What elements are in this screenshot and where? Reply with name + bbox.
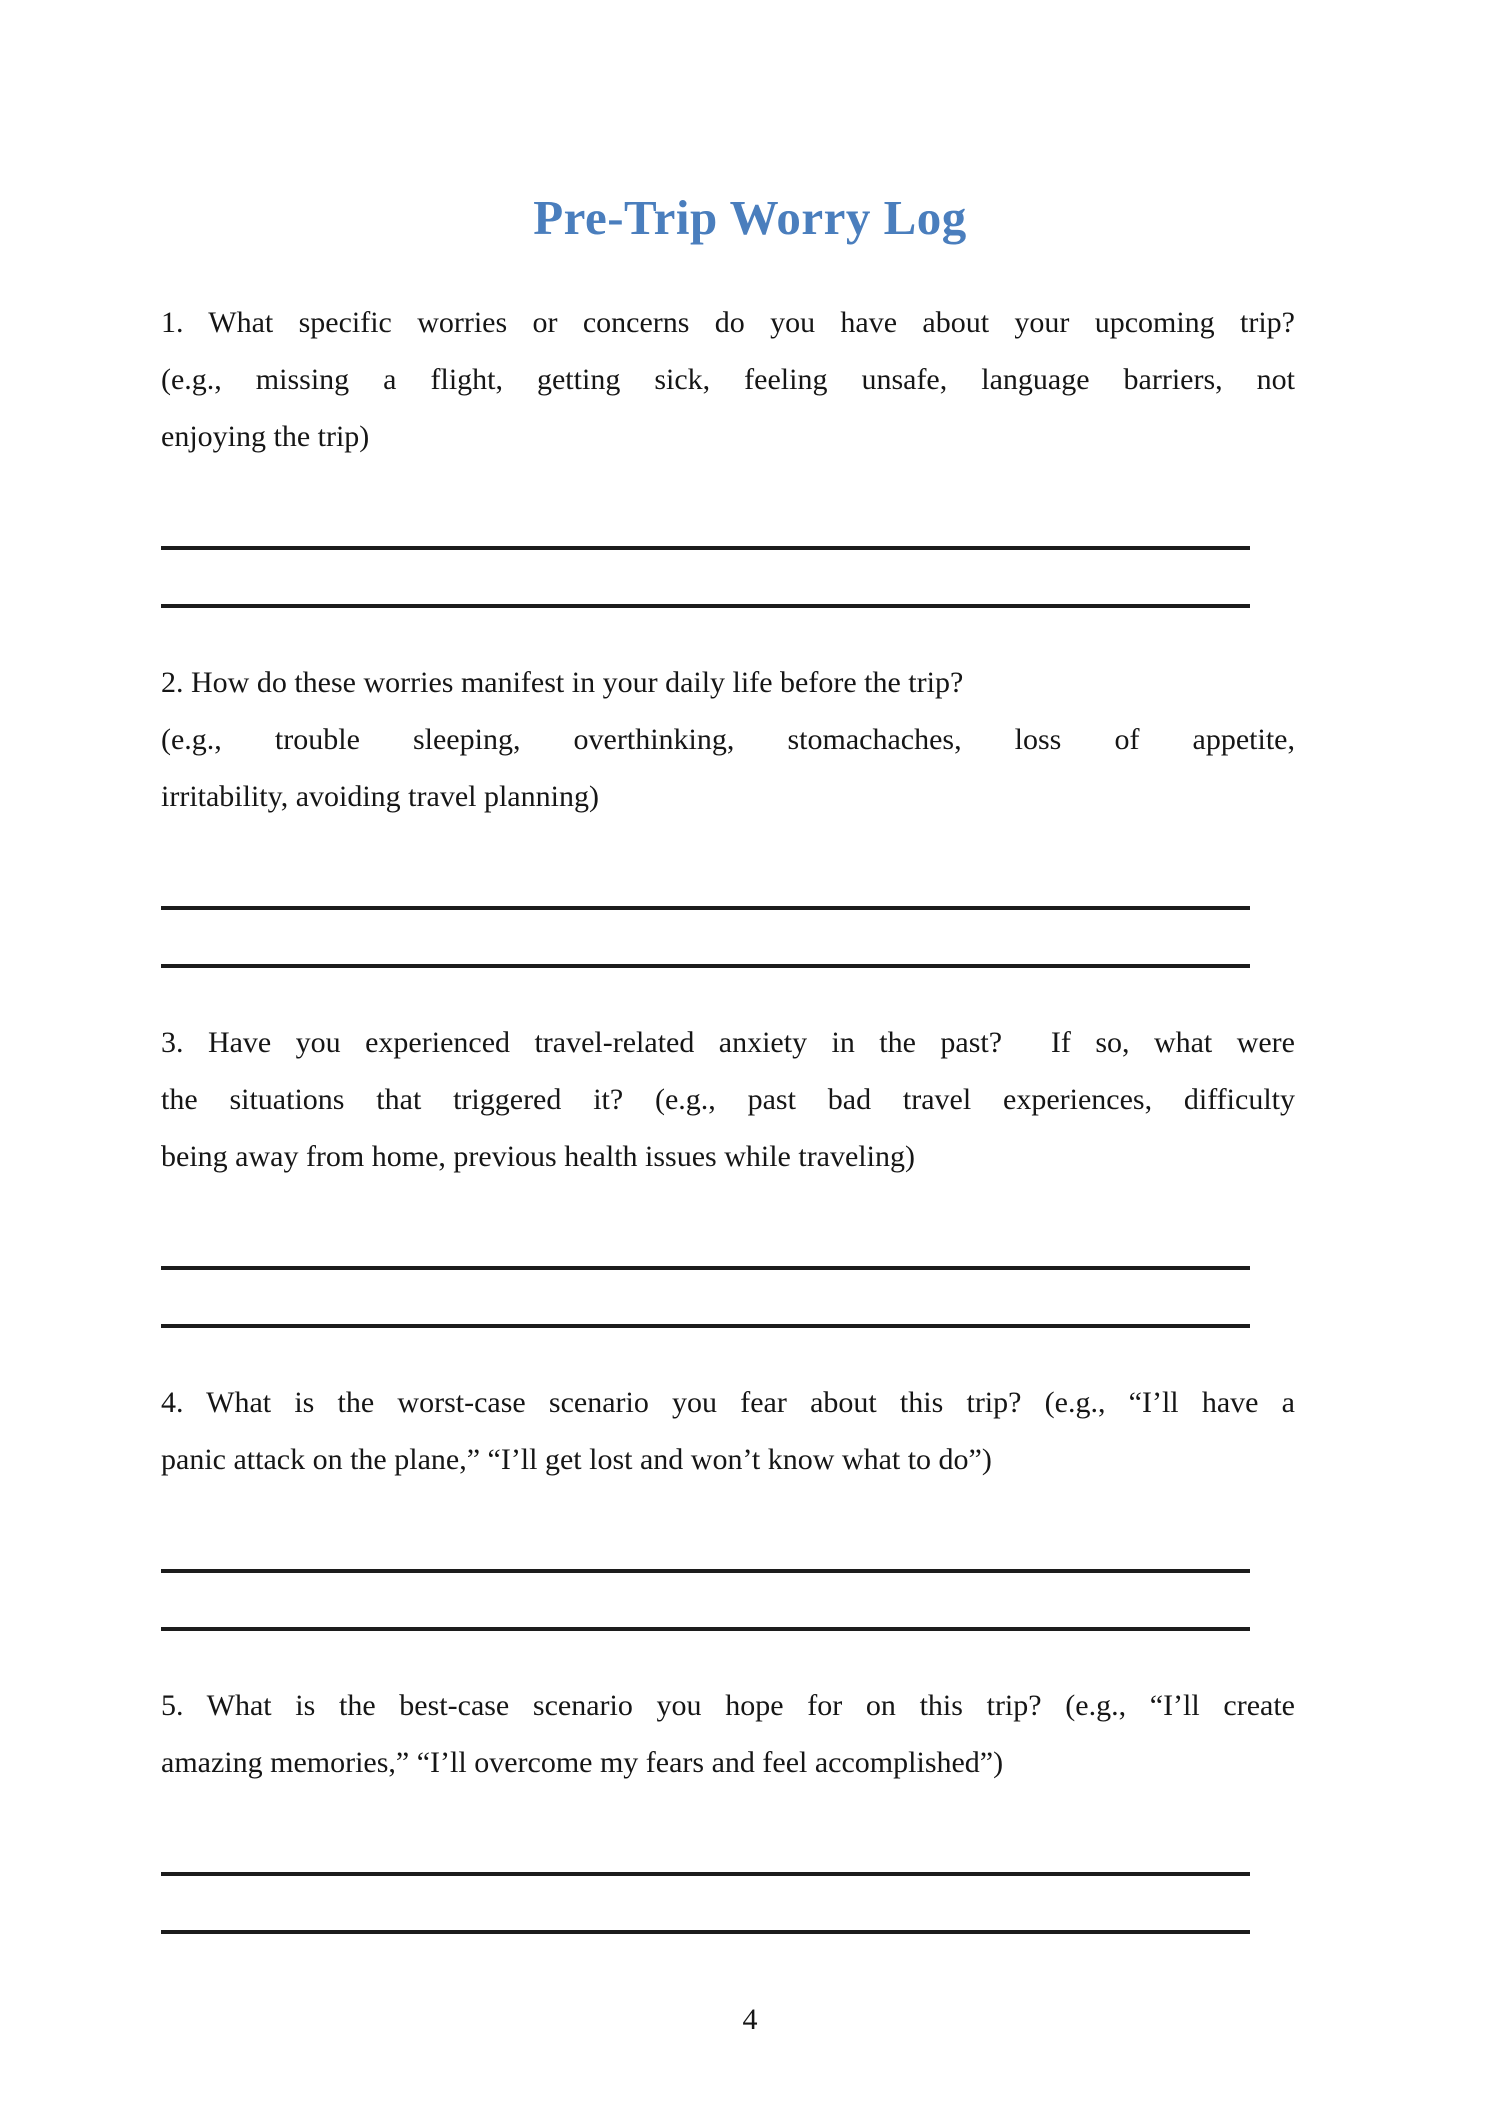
- questions-container: [161, 294, 1295, 1934]
- question-text-line: (e.g., missing a flight, getting sick, feeling unsafe, language barriers, not: [161, 363, 1295, 396]
- answer-blank-line: [161, 604, 1250, 608]
- question-text-line: enjoying the trip): [161, 420, 370, 453]
- question-text-line: 1. What specific worries or concerns do you have about your upcoming trip?: [161, 306, 1295, 339]
- question-text-line: 3. Have you experienced travel-related anxiety in the past? If so, what were: [161, 1026, 1295, 1059]
- question-block-4: [161, 1374, 1295, 1488]
- question-text-line: (e.g., trouble sleeping, overthinking, stomachaches, loss of appetite,: [161, 723, 1295, 756]
- answer-blank-line: [161, 964, 1250, 968]
- question-text-line: irritability, avoiding travel planning): [161, 780, 599, 813]
- page-title: Pre-Trip Worry Log: [533, 190, 967, 245]
- question-block-3: [161, 1014, 1295, 1185]
- question-text-line: 4. What is the worst-case scenario you fear about this trip? (e.g., “I’ll have a: [161, 1386, 1295, 1419]
- question-block-5: [161, 1677, 1295, 1791]
- question-text-line: amazing memories,” “I’ll overcome my fears and feel accomplished”): [161, 1746, 1004, 1779]
- question-text-line: panic attack on the plane,” “I’ll get lost and won’t know what to do”): [161, 1443, 992, 1476]
- answer-blank-line: [161, 1569, 1250, 1573]
- answer-blank-line: [161, 1627, 1250, 1631]
- question-block-1: [161, 294, 1295, 465]
- answer-blank-line: [161, 906, 1250, 910]
- answer-blank-line: [161, 1872, 1250, 1876]
- question-text-line: being away from home, previous health issues while traveling): [161, 1140, 915, 1173]
- question-text-line: 2. How do these worries manifest in your daily life before the trip?: [161, 666, 964, 699]
- question-text-line: 5. What is the best-case scenario you hope for on this trip? (e.g., “I’ll create: [161, 1689, 1295, 1722]
- answer-blank-line: [161, 1324, 1250, 1328]
- answer-blank-line: [161, 1266, 1250, 1270]
- question-block-2: [161, 654, 1295, 825]
- answer-blank-line: [161, 1930, 1250, 1934]
- answer-blank-line: [161, 546, 1250, 550]
- question-text-line: the situations that triggered it? (e.g., past bad travel experiences, difficulty: [161, 1083, 1295, 1116]
- page-number: 4: [742, 2003, 758, 2036]
